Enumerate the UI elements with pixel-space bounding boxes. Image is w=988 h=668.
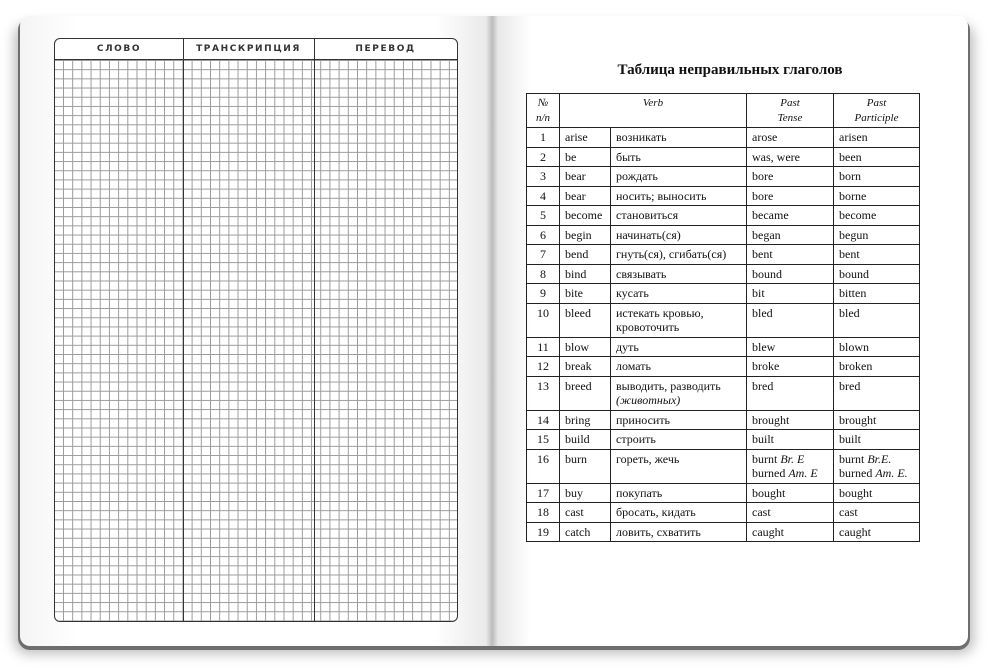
verb-russian <box>611 245 747 265</box>
row-number <box>527 357 560 377</box>
past-tense <box>747 147 834 167</box>
row-number <box>527 167 560 187</box>
past-participle-text: bent <box>839 247 860 261</box>
table-row <box>527 522 920 542</box>
row-number <box>527 449 560 483</box>
verb-russian <box>611 449 747 483</box>
row-number <box>527 503 560 523</box>
past-participle <box>834 376 920 410</box>
past-tense <box>747 449 834 483</box>
past-tense-text: cast <box>752 505 771 519</box>
verb-russian <box>611 410 747 430</box>
past-tense-text: bound <box>752 266 782 281</box>
column-header-transcription: ТРАНСКРИПЦИЯ <box>196 44 301 54</box>
verb-english <box>560 430 611 450</box>
past-participle-text: become <box>839 208 877 222</box>
table-row <box>527 206 920 226</box>
verb-english-text: bind <box>565 266 587 281</box>
verb-russian-text: возникать <box>616 130 667 144</box>
verb-english-text: build <box>565 432 590 446</box>
header-past-participle <box>834 94 920 128</box>
verb-english-text: buy <box>565 485 583 500</box>
past-tense-text: bent <box>752 247 773 261</box>
past-tense-text: bled <box>752 305 773 320</box>
verb-russian <box>611 147 747 167</box>
verb-russian-text: бросать, кидать <box>616 505 696 519</box>
table-row <box>527 483 920 503</box>
row-number-text: 7 <box>540 247 546 261</box>
verb-russian <box>611 430 747 450</box>
past-tense-text: arose <box>752 130 778 144</box>
table-row <box>527 186 920 206</box>
row-number-text: 14 <box>537 412 549 427</box>
past-tense <box>747 410 834 430</box>
verb-russian-text: быть <box>616 149 641 164</box>
row-number-text: 15 <box>537 432 549 446</box>
irregular-verbs-table <box>526 93 920 542</box>
past-participle-text: blown <box>839 339 869 354</box>
header-past-line1: Past <box>780 97 800 109</box>
verb-russian <box>611 206 747 226</box>
verb-english-text: blow <box>565 339 589 354</box>
verb-english <box>560 284 611 304</box>
row-number-text: 10 <box>537 305 549 320</box>
verb-russian-text: связывать <box>616 266 667 281</box>
past-tense-text: burnt <box>752 451 778 466</box>
past-tense <box>747 522 834 542</box>
table-header-row <box>527 94 920 128</box>
verb-russian <box>611 128 747 148</box>
verb-russian <box>611 357 747 377</box>
past-tense-text: Am. E <box>788 466 818 480</box>
past-tense <box>747 483 834 503</box>
past-tense <box>747 186 834 206</box>
past-tense <box>747 284 834 304</box>
verb-russian-text: выводить, разводить <box>616 378 721 393</box>
verb-english <box>560 186 611 206</box>
verb-russian <box>611 167 747 187</box>
verb-russian-text: строить <box>616 432 656 446</box>
past-participle-text: burnt <box>839 451 865 466</box>
row-number <box>527 245 560 265</box>
row-number <box>527 522 560 542</box>
past-tense-text: began <box>752 227 781 242</box>
table-row <box>527 147 920 167</box>
past-participle-text: bled <box>839 305 860 320</box>
past-participle-text: brought <box>839 412 877 427</box>
past-participle <box>834 225 920 245</box>
past-participle <box>834 410 920 430</box>
row-number-text: 18 <box>537 505 549 519</box>
past-tense <box>747 167 834 187</box>
verb-english <box>560 522 611 542</box>
column-divider <box>314 39 315 621</box>
past-participle-text: arisen <box>839 130 868 144</box>
table-row <box>527 225 920 245</box>
past-tense <box>747 206 834 226</box>
verb-english-text: bend <box>565 247 589 261</box>
past-tense-text: was, were <box>752 149 800 164</box>
row-number <box>527 225 560 245</box>
verb-russian <box>611 483 747 503</box>
verb-russian-text: кусать <box>616 286 649 300</box>
verb-english-text: break <box>565 359 592 373</box>
verb-russian-text: истекать кровью, <box>616 305 704 320</box>
past-participle <box>834 128 920 148</box>
row-number <box>527 430 560 450</box>
verb-english <box>560 337 611 357</box>
past-tense <box>747 503 834 523</box>
notebook-spine <box>486 16 498 646</box>
past-participle-text: Br.E. <box>867 451 892 466</box>
verb-english-text: arise <box>565 130 588 144</box>
past-tense-text: became <box>752 208 789 222</box>
past-tense <box>747 128 834 148</box>
header-number <box>527 94 560 128</box>
past-participle <box>834 503 920 523</box>
verb-english <box>560 147 611 167</box>
past-participle-text: bitten <box>839 286 867 300</box>
past-tense <box>747 245 834 265</box>
verb-russian-text: ловить, схватить <box>616 524 701 539</box>
past-participle <box>834 483 920 503</box>
past-tense <box>747 303 834 337</box>
row-number-text: 6 <box>540 227 546 242</box>
verb-russian-text: приносить <box>616 412 671 427</box>
row-number-text: 17 <box>537 485 549 500</box>
past-tense <box>747 357 834 377</box>
past-participle <box>834 522 920 542</box>
header-participle-line2: Participle <box>854 111 899 124</box>
past-tense-text: built <box>752 432 775 446</box>
row-number <box>527 337 560 357</box>
past-participle <box>834 337 920 357</box>
header-past-line2: Tense <box>777 111 803 124</box>
past-participle-text: broken <box>839 359 873 373</box>
past-participle-text: borne <box>839 188 867 203</box>
verb-english-text: breed <box>565 378 592 393</box>
past-participle <box>834 147 920 167</box>
verb-english-text: burn <box>565 451 587 466</box>
verb-russian <box>611 522 747 542</box>
row-number <box>527 264 560 284</box>
verb-russian-text: гореть, жечь <box>616 451 680 466</box>
verb-english-text: become <box>565 208 603 222</box>
row-number <box>527 147 560 167</box>
verb-english <box>560 410 611 430</box>
row-number-text: 12 <box>537 359 549 373</box>
past-participle-text: been <box>839 149 862 164</box>
past-participle <box>834 186 920 206</box>
past-participle-text: cast <box>839 505 858 519</box>
verb-russian <box>611 303 747 337</box>
row-number-text: 19 <box>537 524 549 539</box>
verb-russian-text: носить; выносить <box>616 188 707 203</box>
past-participle-text: bred <box>839 378 861 393</box>
verb-russian-text: гнуть(ся), сгибать(ся) <box>616 247 727 261</box>
past-participle <box>834 206 920 226</box>
table-row <box>527 264 920 284</box>
header-number-line1: № <box>537 97 549 109</box>
table-row <box>527 357 920 377</box>
verb-russian-text: покупать <box>616 485 663 500</box>
past-tense <box>747 337 834 357</box>
row-number-text: 11 <box>537 339 549 354</box>
verb-english-text: bring <box>565 412 591 427</box>
row-number-text: 5 <box>540 208 546 222</box>
row-number <box>527 206 560 226</box>
column-header-translation: ПЕРЕВОД <box>355 44 416 54</box>
row-number-text: 13 <box>537 378 549 393</box>
past-participle-text: burned <box>839 466 873 480</box>
verb-russian-text: рождать <box>616 169 658 183</box>
row-number-text: 9 <box>540 286 546 300</box>
header-past-tense <box>747 94 834 128</box>
past-participle <box>834 357 920 377</box>
verb-english-text: be <box>565 149 577 164</box>
column-divider <box>183 39 184 621</box>
verb-english <box>560 503 611 523</box>
verb-russian <box>611 376 747 410</box>
table-row <box>527 284 920 304</box>
verb-english <box>560 303 611 337</box>
past-tense-text: caught <box>752 524 784 539</box>
row-number-text: 4 <box>540 188 546 203</box>
column-header-word: СЛОВО <box>96 44 142 54</box>
verb-russian-text: ломать <box>616 359 652 373</box>
verb-russian-text: дуть <box>616 339 639 354</box>
verb-english <box>560 206 611 226</box>
verb-english <box>560 128 611 148</box>
row-number-text: 3 <box>540 169 546 183</box>
verb-english-text: bite <box>565 286 583 300</box>
past-participle <box>834 449 920 483</box>
verb-english <box>560 483 611 503</box>
header-participle-line1: Past <box>866 97 887 109</box>
past-tense-text: brought <box>752 412 790 427</box>
verb-russian <box>611 284 747 304</box>
past-tense-text: broke <box>752 359 780 373</box>
past-participle <box>834 264 920 284</box>
past-participle-text: Am. E. <box>875 466 908 480</box>
verb-english <box>560 245 611 265</box>
row-number-text: 2 <box>540 149 546 164</box>
past-tense-text: bore <box>752 169 774 183</box>
row-number <box>527 303 560 337</box>
row-number-text: 1 <box>540 130 546 144</box>
verb-russian <box>611 264 747 284</box>
past-participle-text: begun <box>839 227 869 242</box>
table-row <box>527 503 920 523</box>
past-tense-text: bought <box>752 485 786 500</box>
verb-english-text: bear <box>565 188 586 203</box>
verb-english <box>560 167 611 187</box>
past-tense <box>747 376 834 410</box>
table-row <box>527 167 920 187</box>
table-row <box>527 337 920 357</box>
table-row <box>527 449 920 483</box>
grid-header <box>55 39 457 60</box>
past-participle-text: bound <box>839 266 869 281</box>
past-tense-text: blew <box>752 339 776 354</box>
verb-english-text: cast <box>565 505 584 519</box>
past-tense-text: Br. E <box>780 451 805 466</box>
header-verb: Verb <box>560 94 747 128</box>
table-row <box>527 430 920 450</box>
verb-english-text: bear <box>565 169 586 183</box>
row-number <box>527 284 560 304</box>
verb-russian-text: становиться <box>616 208 679 222</box>
past-participle <box>834 245 920 265</box>
verb-russian-text: кровоточить <box>616 320 680 334</box>
verb-english-text: begin <box>565 227 592 242</box>
past-participle-text: bought <box>839 485 873 500</box>
table-row <box>527 376 920 410</box>
page-title: Таблица неправильных глаголов <box>617 62 843 78</box>
verb-russian-text: (животных) <box>616 393 681 407</box>
past-participle-text: built <box>839 432 862 446</box>
row-number <box>527 128 560 148</box>
past-tense-text: bit <box>752 286 765 300</box>
past-tense-text: bred <box>752 378 774 393</box>
verb-english-text: catch <box>565 524 591 539</box>
verb-english <box>560 376 611 410</box>
verb-english <box>560 225 611 245</box>
row-number-text: 16 <box>537 451 549 466</box>
table-row <box>527 410 920 430</box>
past-participle <box>834 167 920 187</box>
past-tense <box>747 430 834 450</box>
verb-english <box>560 264 611 284</box>
verb-russian <box>611 186 747 206</box>
row-number <box>527 483 560 503</box>
past-tense <box>747 264 834 284</box>
past-participle-text: born <box>839 169 861 183</box>
past-participle <box>834 430 920 450</box>
row-number <box>527 410 560 430</box>
past-participle-text: caught <box>839 524 871 539</box>
past-tense <box>747 225 834 245</box>
row-number-text: 8 <box>540 266 546 281</box>
past-participle <box>834 284 920 304</box>
verb-russian-text: начинать(ся) <box>616 227 681 242</box>
past-tense-text: burned <box>752 466 786 480</box>
table-row <box>527 245 920 265</box>
past-tense-text: bore <box>752 188 774 203</box>
graph-paper-area <box>55 60 457 621</box>
verb-russian <box>611 337 747 357</box>
verb-english <box>560 449 611 483</box>
table-row <box>527 128 920 148</box>
verb-russian <box>611 225 747 245</box>
header-number-line2: п/п <box>535 111 551 124</box>
table-row <box>527 303 920 337</box>
verb-english <box>560 357 611 377</box>
verb-english-text: bleed <box>565 305 591 320</box>
verb-russian <box>611 503 747 523</box>
vocabulary-grid <box>54 38 458 622</box>
row-number <box>527 376 560 410</box>
past-participle <box>834 303 920 337</box>
row-number <box>527 186 560 206</box>
